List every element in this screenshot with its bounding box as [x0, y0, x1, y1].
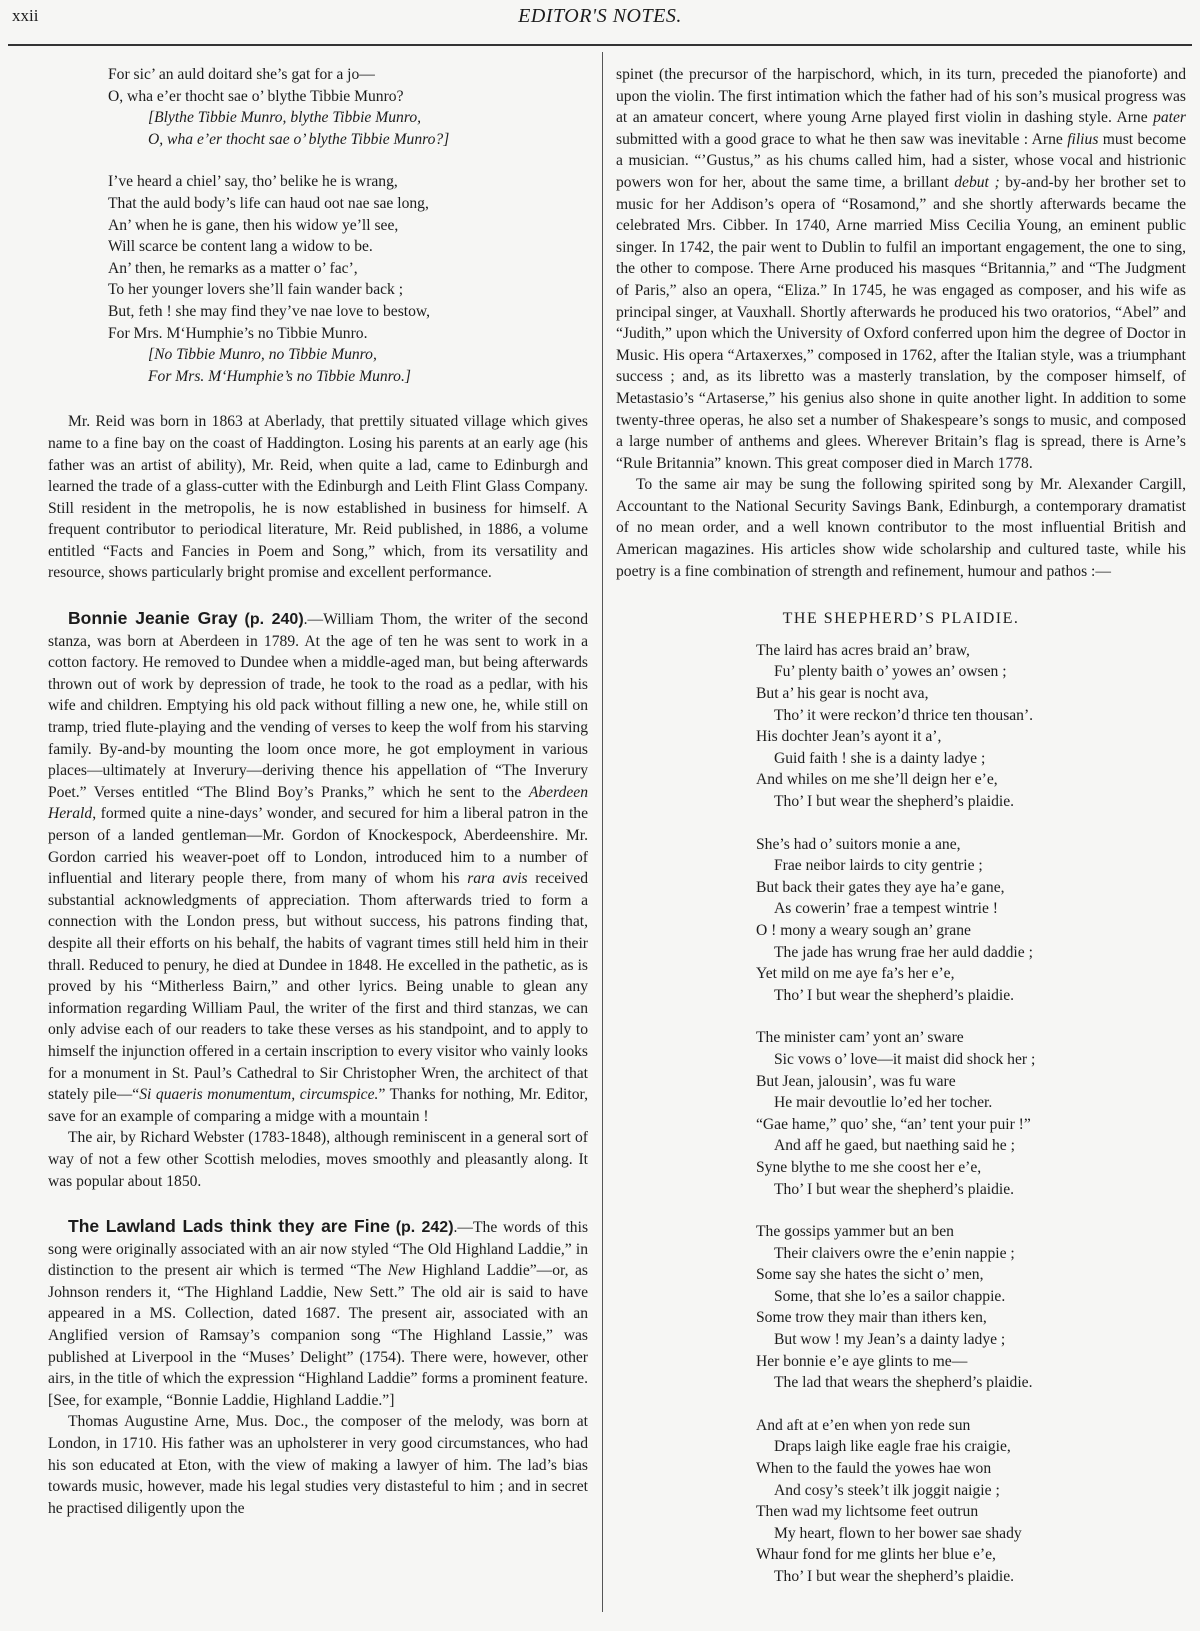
poem-line: Their claivers owre the e’enin nappie ;	[774, 1244, 1015, 1262]
page-reference: (p. 240)	[244, 611, 304, 629]
poem-line: The gossips yammer but an ben	[756, 1223, 954, 1241]
poem-refrain-line: For Mrs. M‘Humphie’s no Tibbie Munro.]	[148, 367, 411, 385]
poem-line: Fu’ plenty baith o’ yowes an’ owsen ;	[774, 663, 1007, 681]
stanza	[756, 834, 1186, 1007]
reid-biography-paragraph: Mr. Reid was born in 1863 at Aberlady, that prettily situated village which gives name to a fine bay on the coast of Haddington. Losing his parents at an early age (his father was an artist of ability), Mr. Reid, when quite a lad, came to Edinburgh and learned the trade of a glass-cutter with the Edinburgh and Leith Flint Glass Company. Still resident in the metropolis, he is now established in business for himself. A frequent contributor to periodical literature, Mr. Reid published, in 1886, a volume entitled “Facts and Fancies in Poem and Song,” which, from its versatility and resource, shows particularly bright promise and excellent performance.	[48, 413, 588, 582]
poem-line: For Mrs. M‘Humphie’s no Tibbie Munro.	[108, 324, 368, 342]
poem-line: Yet mild on me aye fa’s her e’e,	[756, 965, 955, 983]
poem-line: When to the fauld the yowes hae won	[756, 1460, 992, 1478]
poem-line: She’s had o’ suitors monie a ane,	[756, 835, 961, 853]
poem-line: “Gae hame,” quo’ she, “an’ tent your puir !”	[756, 1115, 1031, 1133]
right-column	[616, 64, 1186, 1588]
poem-line: He mair devoutlie lo’ed her tocher.	[774, 1094, 993, 1112]
poem-line: But, feth ! she may find they’ve nae love to bestow,	[108, 302, 431, 320]
cargill-paragraph: To the same air may be sung the following spirited song by Mr. Alexander Cargill, Accountant to the National Security Savings Bank, Edinburgh, a contemporary dramatist of no mean order, and a well known contributor to the most influential British and American magazines. His articles show wide scholarship and cultured taste, while his poetry is a fine combination of strength and refinement, humour and pathos :—	[616, 476, 1186, 580]
bonnie-jeanie-gray-note: Bonnie Jeanie Gray (p. 240).—William Thom, the writer of the second stanza, was born at Aberdeen in 1789. At the age of ten he was sent to work in a cotton factory. He removed to Dundee when a middle-aged man, but being afterwards thrown out of work by depression of trade, he took to the road as a pedlar, with his wife and children. Emptying his old pack without filling a new one, he, while still on tramp, tried flute-playing and the vending of verses to keep the wolf from his starving family. By-and-by mounting the loom once more, he got employment in various places—ultimately at Inverury—deriving thence his appellation of “The Inverury Poet.” Verses entitled “The Blind Boy’s Pranks,” which he sent to the Aberdeen Herald, formed quite a nine-days’ wonder, and secured for him a liberal patron in the person of a landed gentleman—Mr. Gordon of Knockespock, Aberdeenshire. Mr. Gordon carried his weaver-poet off to London, introduced him to a number of influential and literary people there, from many of whom his rara avis received substantial acknowledgments of appreciation. Thom afterwards tried to form a connection with the London press, but without success, his patrons finding that, despite all their efforts on his behalf, the habits of vagrant times still held him in their thrall. Reduced to penury, he died at Dundee in 1848. He excelled in the pathetic, as is proved by his “Mitherless Bairn,” and other lyrics. Being unable to glean any information regarding William Paul, the writer of the first and third stanzas, we can only advise each of our readers to take these verses as his standpoint, and to apply to himself the injunction offered in a certain inscription to every visitor who vainly looks for a monument in St. Paul’s Cathedral to Sir Christopher Wren, the architect of that stately pile—“Si quaeris monumentum, circumspice.” Thanks for nothing, Mr. Editor, save for an example of comparing a midge with a mountain !	[48, 608, 589, 1125]
poem-title: THE SHEPHERD’S PLAIDIE.	[782, 610, 1020, 628]
running-title: EDITOR'S NOTES.	[518, 5, 682, 27]
shepherds-plaidie-poem	[756, 640, 1186, 1588]
poem-line: Her bonnie e’e aye glints to me—	[756, 1352, 968, 1370]
poem-line: To her younger lovers she’ll fain wander back ;	[108, 281, 404, 299]
poem-line: But wow ! my Jean’s a dainty ladye ;	[774, 1331, 1006, 1349]
section-heading: The Lawland Lads think they are Fine	[68, 1216, 390, 1237]
poem-line: But Jean, jalousin’, was fu ware	[756, 1072, 956, 1090]
poem-line: Tho’ I but wear the shepherd’s plaidie.	[774, 986, 1015, 1004]
page-reference: (p. 242)	[395, 1219, 454, 1237]
poem-line: Will scarce be content lang a widow to be.	[108, 238, 373, 256]
poem-line: Draps laigh like eagle frae his craigie,	[774, 1438, 1011, 1456]
poem-refrain-line: [No Tibbie Munro, no Tibbie Munro,	[148, 346, 377, 364]
poem-line: The jade has wrung frae her auld daddie ;	[774, 943, 1033, 961]
poem-line: Then wad my lichtsome feet outrun	[756, 1503, 979, 1521]
poem-line: An’ when he is gane, then his widow ye’ll see,	[108, 216, 399, 234]
poem-line: Tho’ I but wear the shepherd’s plaidie.	[774, 1180, 1015, 1198]
poem-refrain-line: O, wha e’er thocht sae o’ blythe Tibbie Munro?]	[148, 130, 450, 148]
stanza	[756, 1221, 1186, 1394]
poem-line: Some, that she lo’es a sailor chappie.	[774, 1287, 1006, 1305]
poem-line: Frae neibor lairds to city gentrie ;	[774, 857, 983, 875]
page-header	[0, 0, 1200, 50]
stanza	[756, 1027, 1186, 1200]
poem-line: Some say she hates the sicht o’ men,	[756, 1266, 984, 1284]
stanza	[756, 1415, 1186, 1588]
poem-line: Tho’ I but wear the shepherd’s plaidie.	[774, 793, 1015, 810]
stanza	[756, 640, 1186, 813]
section-heading: Bonnie Jeanie Gray	[68, 608, 238, 629]
tibbie-munro-poem	[108, 64, 588, 387]
poem-line: And cosy’s steek’t ilk joggit naigie ;	[774, 1481, 1000, 1499]
column-divider	[602, 52, 603, 1612]
poem-line: Whaur fond for me glints her blue e’e,	[756, 1546, 996, 1564]
poem-line: And aft at e’en when yon rede sun	[756, 1416, 971, 1434]
page-number: xxii	[12, 6, 39, 25]
poem-line: I’ve heard a chiel’ say, tho’ belike he is wrang,	[108, 173, 398, 191]
air-paragraph: The air, by Richard Webster (1783-1848), although reminiscent in a general sort of way of not a few other Scottish melodies, moves smoothly and pleasantly along. It was popular about 1850.	[48, 1129, 588, 1190]
poem-line: That the auld body’s life can haud oot nae sae long,	[108, 194, 429, 212]
poem-line: Guid faith ! she is a dainty ladye ;	[774, 749, 986, 767]
poem-line: The minister cam’ yont an’ sware	[756, 1029, 964, 1047]
lawland-lads-note: The Lawland Lads think they are Fine (p. 242).—The words of this song were originally associated with an air now styled “The Old Highland Laddie,” in distinction to the present air which is termed “The New Highland Laddie”—or, as Johnson renders it, “The Highland Laddie, New Sett.” The old air is said to have appeared in a MS. Collection, dated 1687. The present air, associated with an Anglified version of Ramsay’s companion song “The Highland Lassie,” was published at Liverpool in the “Muses’ Delight” (1754). There were, however, other airs, in the title of which the expression “Highland Laddie” forms a prominent feature. [See, for example, “Bonnie Laddie, Highland Laddie.”]	[48, 1216, 589, 1409]
poem-line: And aff he gaed, but naething said he ;	[774, 1137, 1015, 1155]
left-column	[48, 64, 588, 1519]
arne-continuation-paragraph: spinet (the precursor of the harpischord, which, in its turn, preceded the pianoforte) and upon the violin. The first intimation which the father had of his son’s musical progress was at an amateur concert, where young Arne played first violin in dashing style. Arne pater submitted with a good grace to what he then saw was inevitable : Arne filius must become a musician. “’Gustus,” as his chums called him, had a sister, whose vocal and histrionic powers won for her, about the same time, a brillant debut ; by-and-by her brother set to music for her Addison’s opera of “Rosamond,” and she shortly afterwards became the celebrated Mrs. Cibber. In 1740, Arne married Miss Cecilia Young, an eminent public singer. In 1742, the pair went to Dublin to fulfil an important engagement, the one to sing, the other to compose. There Arne produced his masques “Britannia,” and “The Judgment of Paris,” also an opera, “Eliza.” In 1745, he was engaged as composer, and his wife as principal singer, at Vauxhall. Shortly afterwards he produced his two oratorios, “Abel” and “Judith,” upon which the University of Oxford conferred upon him the degree of Doctor in Music. His opera “Artaxerxes,” composed in 1762, after the Italian style, was a triumphant success ; and, as its libretto was a masterly translation, by the composer himself, of Metastasio’s “Artaserse,” his genius also shone in quite another light. In addition to some twenty-three operas, he also set a number of Shakespeare’s songs to music, and composed a large number of anthems and glees. Wherever Britain’s flag is spread, there is Arne’s “Rule Britannia” known. This great composer died in March 1778.	[616, 66, 1186, 472]
poem-line: Some trow they mair than ithers ken,	[756, 1309, 987, 1327]
poem-line: But back their gates they aye ha’e gane,	[756, 878, 1005, 896]
arne-paragraph: Thomas Augustine Arne, Mus. Doc., the composer of the melody, was born at London, in 1710. His father was an upholsterer in very good circumstances, who had his son educated at Eton, with the view of making a lawyer of him. The lad’s bias towards music, however, made his legal studies very distasteful to him ; and in secret he practised diligently upon the	[48, 1413, 588, 1517]
poem-line: O ! mony a weary sough an’ grane	[756, 921, 971, 939]
poem-line: My heart, flown to her bower sae shady	[774, 1524, 1022, 1542]
poem-line: His dochter Jean’s ayont it a’,	[756, 728, 942, 746]
poem-refrain-line: [Blythe Tibbie Munro, blythe Tibbie Munro,	[148, 109, 422, 127]
poem-line: As cowerin’ frae a tempest wintrie !	[774, 900, 998, 918]
poem-line: And whiles on me she’ll deign her e’e,	[756, 771, 998, 789]
poem-line: An’ then, he remarks as a matter o’ fac’,	[108, 259, 358, 277]
poem-line: The laird has acres braid an’ braw,	[756, 641, 970, 659]
poem-line: O, wha e’er thocht sae o’ blythe Tibbie Munro?	[108, 87, 404, 105]
header-rule	[8, 44, 1192, 46]
poem-line: For sic’ an auld doitard she’s gat for a jo—	[108, 66, 375, 83]
poem-line: Syne blythe to me she coost her e’e,	[756, 1158, 982, 1176]
poem-line: Tho’ it were reckon’d thrice ten thousan’.	[774, 706, 1034, 724]
poem-line: Tho’ I but wear the shepherd’s plaidie.	[774, 1568, 1015, 1585]
poem-line: The lad that wears the shepherd’s plaidie.	[774, 1374, 1033, 1392]
poem-line: Sic vows o’ love—it maist did shock her ;	[774, 1050, 1036, 1068]
poem-line: But a’ his gear is nocht ava,	[756, 685, 929, 703]
